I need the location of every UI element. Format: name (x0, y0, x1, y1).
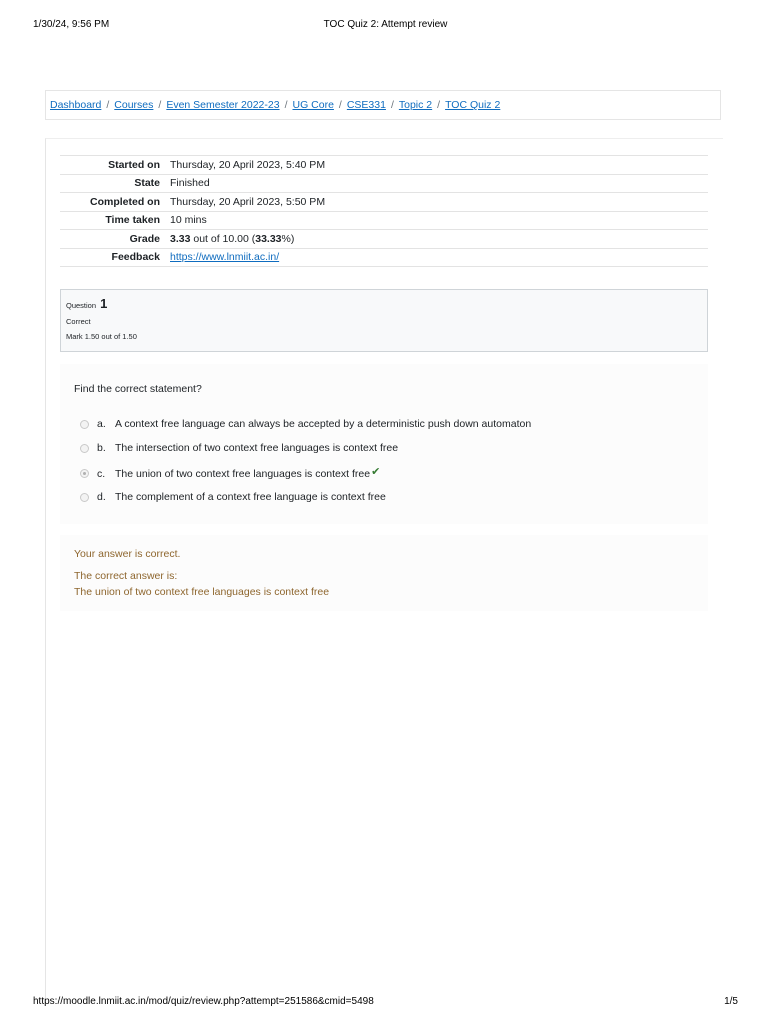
question-info-box (60, 289, 708, 352)
started-on-value: Thursday, 20 April 2023, 5:40 PM (170, 156, 708, 175)
summary-row-grade (60, 230, 708, 249)
completed-on-value: Thursday, 20 April 2023, 5:50 PM (170, 193, 708, 212)
feedback-link[interactable]: https://www.lnmiit.ac.in/ (170, 251, 280, 264)
question-text: Find the correct statement? (74, 383, 202, 395)
breadcrumb-course[interactable]: CSE331 (346, 99, 386, 111)
radio-button[interactable] (80, 420, 89, 429)
breadcrumb (45, 90, 721, 120)
question-number: Question 1 (66, 296, 108, 311)
attempt-summary-table (60, 155, 708, 267)
summary-row-completed (60, 193, 708, 212)
radio-button-selected[interactable] (80, 469, 89, 478)
answer-text: The intersection of two context free languages is context free (115, 442, 399, 454)
breadcrumb-semester[interactable]: Even Semester 2022-23 (166, 99, 280, 111)
question-status: Correct (66, 317, 91, 326)
grade-out-of: out of 10.00 ( (190, 232, 256, 245)
answer-text: A context free language can always be accepted by a deterministic push down automaton (115, 418, 532, 430)
breadcrumb-topic[interactable]: Topic 2 (398, 99, 433, 111)
question-content (60, 364, 708, 524)
grade-score: 3.33 (170, 232, 191, 245)
started-on-label: Started on (60, 156, 170, 175)
answer-option-b (80, 442, 398, 454)
grade-percent: 33.33 (255, 232, 282, 245)
breadcrumb-quiz[interactable]: TOC Quiz 2 (445, 99, 501, 111)
breadcrumb-separator: / (106, 99, 110, 111)
breadcrumb-separator: / (158, 99, 162, 111)
answer-option-d (80, 491, 386, 503)
answer-text: The union of two context free languages is context free (115, 467, 371, 480)
breadcrumb-dashboard[interactable]: Dashboard (50, 99, 102, 111)
print-page-number: 1/5 (724, 996, 738, 1007)
answer-letter: a. (97, 418, 106, 430)
answer-feedback (60, 535, 708, 611)
answer-letter: c. (97, 467, 106, 480)
grade-label: Grade (60, 230, 170, 249)
feedback-label: Feedback (60, 248, 170, 267)
time-taken-value: 10 mins (170, 211, 708, 230)
time-taken-label: Time taken (60, 211, 170, 230)
radio-button[interactable] (80, 444, 89, 453)
breadcrumb-separator: / (437, 99, 441, 111)
print-title: TOC Quiz 2: Attempt review (323, 19, 448, 30)
state-value: Finished (170, 174, 708, 193)
correct-answer-label: The correct answer is: (74, 570, 178, 582)
breadcrumb-separator: / (338, 99, 342, 111)
answer-option-a (80, 418, 531, 430)
grade-end: %) (281, 232, 295, 245)
summary-row-state (60, 174, 708, 193)
summary-row-feedback (60, 248, 708, 267)
feedback-result: Your answer is correct. (74, 548, 181, 560)
breadcrumb-category[interactable]: UG Core (292, 99, 334, 111)
radio-button[interactable] (80, 493, 89, 502)
breadcrumb-separator: / (284, 99, 288, 111)
completed-on-label: Completed on (60, 193, 170, 212)
state-label: State (60, 174, 170, 193)
check-icon: ✔ (371, 466, 381, 478)
answer-letter: d. (97, 491, 106, 503)
answer-option-c (80, 467, 380, 480)
answer-letter: b. (97, 442, 106, 454)
correct-answer-text: The union of two context free languages is context free (74, 586, 330, 598)
answer-text: The complement of a context free language is context free (115, 491, 386, 503)
breadcrumb-courses[interactable]: Courses (114, 99, 154, 111)
summary-row-started (60, 156, 708, 175)
print-url: https://moodle.lnmiit.ac.in/mod/quiz/review.php?attempt=251586&cmid=5498 (33, 996, 374, 1007)
print-footer (33, 996, 738, 1007)
grade-value (170, 230, 708, 249)
question-mark: Mark 1.50 out of 1.50 (66, 332, 137, 341)
print-datetime: 1/30/24, 9:56 PM (33, 19, 110, 30)
print-header (33, 19, 738, 30)
breadcrumb-separator: / (390, 99, 394, 111)
summary-row-time (60, 211, 708, 230)
